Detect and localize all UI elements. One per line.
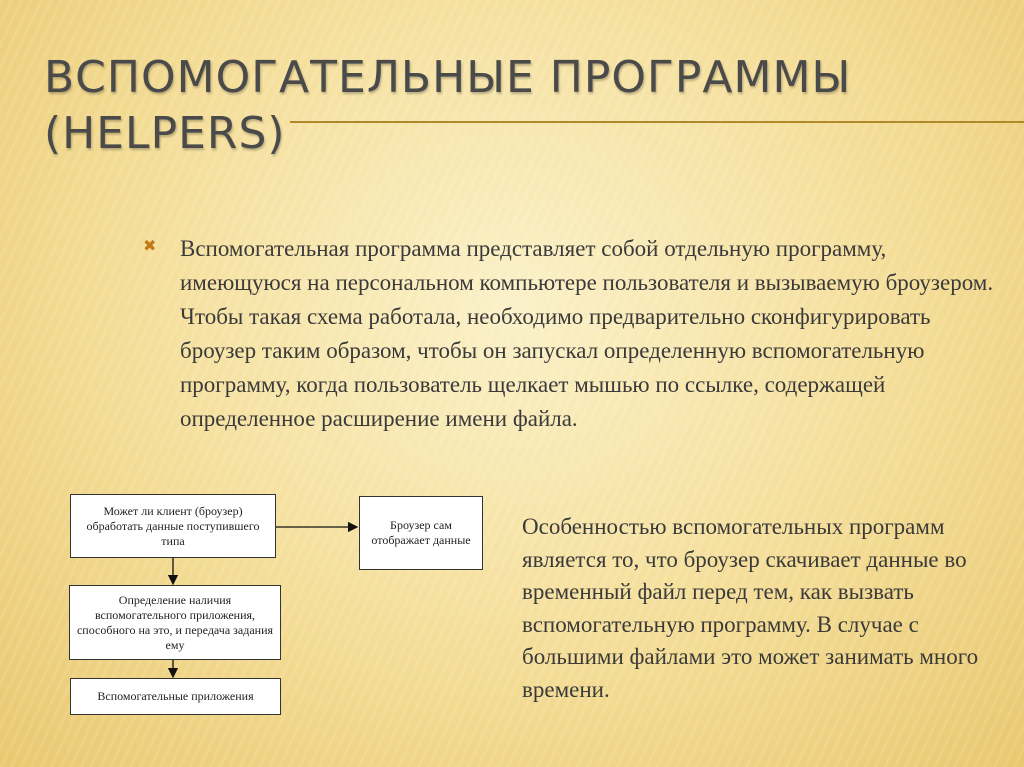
flow-box-helper-apps: Вспомогательные приложения — [70, 678, 281, 715]
flow-box-question: Может ли клиент (броузер) обработать данные поступившего типа — [70, 494, 276, 558]
slide-title: ВСПОМОГАТЕЛЬНЫЕ ПРОГРАММЫ (HELPERS) — [44, 52, 852, 159]
note-paragraph: Особенностью вспомогательных программ является то, что броузер скачивает данные во временный файл перед тем, как вызвать вспомогательную программу. В случае с большими файлами это может занимать много времени. — [522, 514, 979, 702]
title-underline — [290, 121, 1024, 123]
cross-bullet-icon: ✖ — [143, 236, 157, 255]
bullet-paragraph — [143, 232, 1003, 436]
flow-box-browser-displays: Броузер сам отображает данные — [359, 496, 483, 570]
bullet-text: Вспомогательная программа представляет собой отдельную программу, имеющуюся на персональном компьютере пользователя и вызываемую броузером. Чтобы такая схема работала, необходимо предварительно сконфигурировать броузер таким образом, чтобы он запускал определенную вспомогательную программу, когда пользователь щелкает мышью по ссылке, содержащей определенное расширение имени файла. — [180, 236, 994, 431]
flow-box-determine: Определение наличия вспомогательного приложения, способного на это, и передача задания ему — [69, 585, 281, 660]
